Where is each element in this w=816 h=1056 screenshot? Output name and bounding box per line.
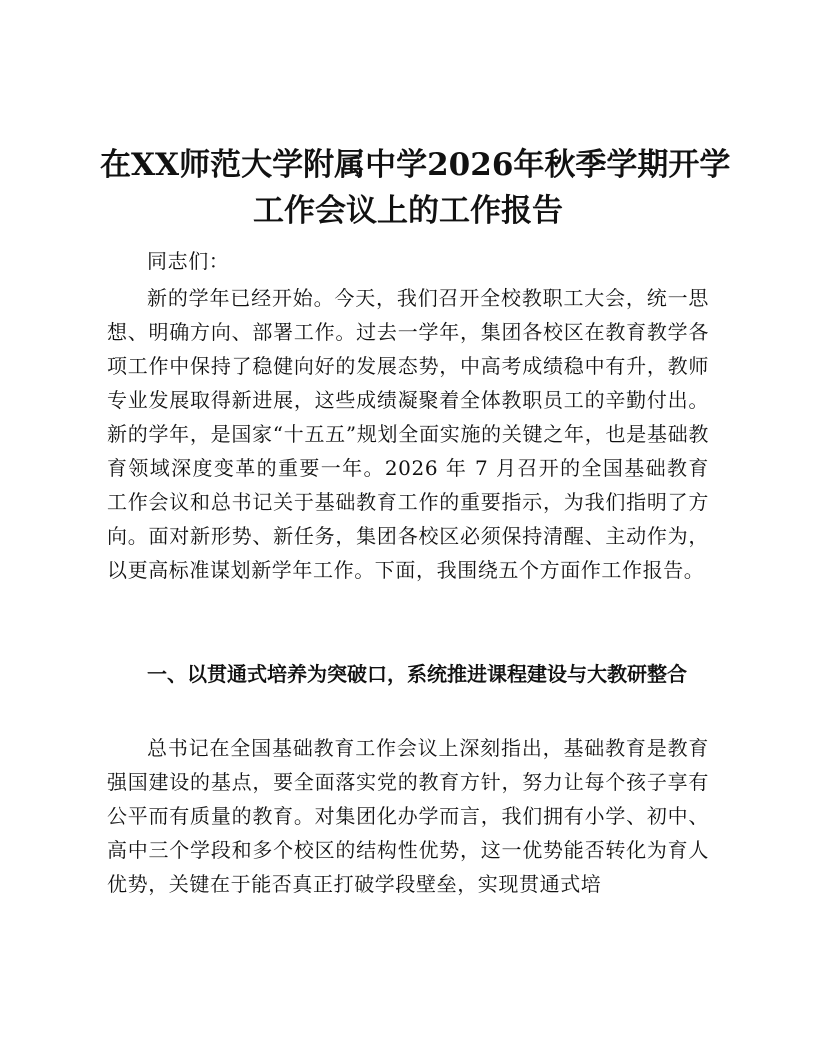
- section-heading-1: 一、以贯通式培养为突破口，系统推进课程建设与大教研整合: [147, 662, 687, 686]
- document-title-line-1: 在XX师范大学附属中学2026年秋季学期开学: [100, 147, 731, 183]
- paragraph-section-1: 总书记在全国基础教育工作会议上深刻指出，基础教育是教育强国建设的基点，要全面落实党的教育方针，努力让每个孩子享有公平而有质量的教育。对集团化办学而言，我们拥有小学、初中、高中三个学段和多个校区的结构性优势，这一优势能否转化为育人优势，关键在于能否真正打破学段壁垒，实现贯通式培: [107, 736, 709, 896]
- paragraph-intro: 新的学年已经开始。今天，我们召开全校教职工大会，统一思想、明确方向、部署工作。过去一学年，集团各校区在教育教学各项工作中保持了稳健向好的发展态势，中高考成绩稳中有升，教师专业发展取得新进展，这些成绩凝聚着全体教职员工的辛勤付出。新的学年，是国家“十五五”规划全面实施的关键之年，也是基础教育领域深度变革的重要一年。2026 年 7 月召开的全国基础教育工作会议和总书记关于基础教育工作的重要指示，为我们指明了方向。面对新形势、新任务，集团各校区必须保持清醒、主动作为，以更高标准谋划新学年工作。下面，我围绕五个方面作工作报告。: [107, 286, 709, 582]
- greeting: 同志们：: [147, 249, 230, 273]
- document-title-line-2: 工作会议上的工作报告: [253, 193, 563, 229]
